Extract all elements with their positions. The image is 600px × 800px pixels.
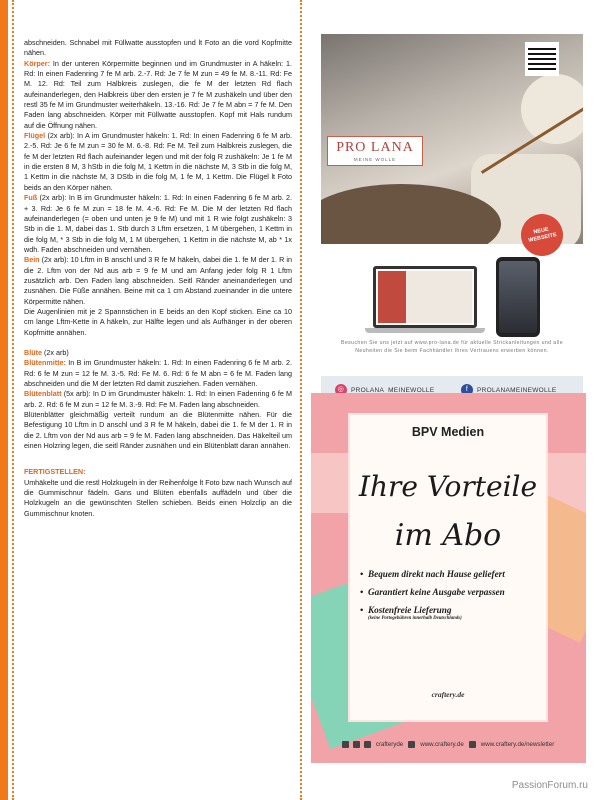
heading-fluegel: Flügel xyxy=(24,131,46,141)
paragraph-bluetenblatt xyxy=(24,389,292,410)
heading-bluete: Blüte xyxy=(24,347,42,357)
laptop-icon xyxy=(373,266,477,328)
instagram-icon xyxy=(353,741,360,748)
paragraph-fuss xyxy=(24,193,292,255)
qr-code-icon[interactable] xyxy=(525,42,559,76)
abo-title-line1: Ihre Vorteile xyxy=(358,470,538,503)
heading-bluetenblatt: Blütenblatt xyxy=(24,389,62,399)
heading-koerper: Körper: xyxy=(24,58,50,68)
facebook-icon: f xyxy=(461,384,473,396)
mail-icon xyxy=(469,741,476,748)
heading-bein: Bein xyxy=(24,255,40,265)
heading-fuss: Fuß xyxy=(24,193,38,203)
instructions-column xyxy=(24,38,292,519)
benefit-item: • Garantiert keine Ausgabe verpassen xyxy=(360,587,505,597)
paragraph-koerper xyxy=(24,59,292,131)
body-bein: (2x arb): 10 Lftm in B anschl und 3 R fe M häkeln, dabei die 1. fe M der 1. R in die 2. Lftm von der Nd aus arb = 9 fe M und am Anfang jeder folg R 1 Lftm zusätzlich arb. Den Faden lang abschneiden. Seitl Ränder aneinanderlegen und zusnähen. Die Füße annähen. Beine mit ca 1 cm Abstand zueinander in die untere Körpermitte nähen. xyxy=(24,255,292,306)
benefit-list xyxy=(360,569,540,629)
body-bluetenblatt: (5x arb): In D im Grundmuster häkeln: 1. Rd: In einen Fadenring 6 fe M arb. 2. Rd: 6 fe M zun = 12 fe M. 3.-9. Rd: Fe M. Faden lang abschneiden. xyxy=(24,389,292,409)
facebook-handle: PROLANAMEINEWOLLE xyxy=(477,386,557,394)
footer-newsletter[interactable]: www.craftery.de/newsletter xyxy=(480,740,555,748)
paragraph-bluetenmitte xyxy=(24,358,292,389)
heading-bluetenmitte: Blütenmitte: xyxy=(24,358,66,368)
body-bluete: (2x arb) xyxy=(41,347,69,357)
craftery-site[interactable]: craftery.de xyxy=(431,690,465,699)
benefit-item: • Kostenfreie Lieferung (keine Portogebühren innerhalb Deutschlands) xyxy=(360,605,540,622)
paragraph-fertigstellen: Umhäkelte und die restl Holzkugeln in der Reihenfolge lt Foto bzw nach Wunsch auf die Gummischnur fädeln. Gans und Blüten ebenfalls auffädeln und über die Holzkugeln an die gewünschten Stellen schieben. Beids einen Holzclip an die Gummischnur knoten. xyxy=(24,477,292,518)
facebook-icon xyxy=(342,741,349,748)
paragraph-bluete xyxy=(24,348,292,358)
bpv-abo-ad[interactable] xyxy=(311,393,586,763)
instagram-icon: ◎ xyxy=(335,384,347,396)
footer-handle[interactable]: crafteryde xyxy=(375,740,404,748)
bpv-logo: BPV Medien xyxy=(411,425,485,439)
abo-footer xyxy=(311,730,586,758)
body-fluegel: (2x arb): In A im Grundmuster häkeln: 1. Rd: In einen Fadenring 6 fe M arb. 2.-5. Rd: Je 6 fe M zun = 30 fe M. 6.-8. Rd: Fe M. Teil zum Halbkreis zuslegen, die fe M der letzten Rd flach aufeinander legen und mit der folg R zushäkeln: Je 1 fe M in die ersten 8 M, 3 hStb in die folg M, 1 Kettm in die nächste M, 3 Stb in die folg M, 1 Kettm in die nächste M, 3 DStb in die folg M, 1 fe M, 1 Kettm. Die Flügel lt Foto beids an den Körper nähen. xyxy=(24,131,292,192)
prolana-visit-text: Besuchen Sie uns jetzt auf www.pro-lana.de für aktuelle Strickanleitungen und alle Neuheiten die Sie beim Fachhändler Ihres Vertrauens erwerben können. xyxy=(341,340,563,354)
abo-title-line2: im Abo xyxy=(394,518,502,553)
page-edge-bar xyxy=(0,0,8,800)
body-koerper: In der unteren Körpermitte beginnen und im Grundmuster in A häkeln: 1. Rd: In einen Fadenring 7 fe M arb. 2.-7. Rd: Je 7 fe M zun = 49 fe M. 8.-11. Rd: Fe M. 12. Rd: Teil zum Halbkreis zuslegen, die fe M der letzten Rd flach aufeinanderlegen, den Halbkreis über den ersten je 7 fe M zushäkeln und über den restl 35 fe M im Grundmuster weiterhäkeln. 13.-16. Rd: Je 7 fe M abn = 7 fe M. Den Faden lang abschneiden. Körper mit Füllwatte ausstopfen. Kopf mit Hals rundum auf die Öffnung nähen. xyxy=(24,58,292,130)
prolana-logo-subtext: MEINE WOLLE xyxy=(353,157,397,162)
paragraph-intro: abschneiden. Schnabel mit Füllwatte ausstopfen und lt Foto an die vord Kopfmitte nähen. xyxy=(24,38,292,58)
prolana-ad[interactable] xyxy=(321,34,583,394)
paragraph-bluetenblaetter: Blütenblätter gleichmäßig verteilt rundum an die Blütenmitte nähen. Für die Befestigung 10 Lftm in D anschl und 3 R fe M häkeln, dabei die 1. fe M der 1. R in die 2. Lftm von der Nd aus arb = 9 fe M. Faden lang abschneiden. Das Häkelteil um einen Holzring legen, die seitl Ränder zusnähen und ein Blütenblatt daran annähen. xyxy=(24,410,292,451)
body-fuss: (2x arb): In B im Grundmuster häkeln: 1. Rd: In einen Fadenring 6 fe M arb. 2. + 3. Rd: Je 6 fe M zun = 18 fe M. 4.-6. Rd: Fe M. Die M der letzten Rd flach aufeinanderlegen (= oben und unten je 9 fe M) und mit 1 R wie folgt zushäkeln: 3 Stb in die 1. M, dabei das 1. Stb durch 3 Lftm ersetzen, 1 M übergehen, 1 Kettm in die folg M, * 3 Stb in die folg M, 1 M übergehen, 1 Kettm in die nächste M, ab * 1x wdh. Faden abschneiden und vernähen. xyxy=(24,193,292,254)
paragraph-augen: Die Augenlinien mit je 2 Spannstichen in E beids an den Kopf sticken. Eine ca 10 cm lange Lftm-Kette in A häkeln, zur Hälfte legen und als Aufhänger in der oberen Kopfmitte annähen. xyxy=(24,306,292,337)
benefit-footnote: (keine Portogebühren innerhalb Deutschlands) xyxy=(368,616,462,621)
phone-icon xyxy=(496,257,540,337)
abo-card xyxy=(350,415,546,720)
footer-url[interactable]: www.craftery.de xyxy=(420,740,464,748)
paragraph-bein xyxy=(24,255,292,307)
instagram-handle: PROLANA_MEINEWOLLE xyxy=(351,386,435,394)
pinterest-icon xyxy=(364,741,371,748)
heading-fertigstellen: FERTIGSTELLEN: xyxy=(24,467,86,477)
prolana-logo-text: PRO LANA xyxy=(336,140,414,155)
globe-icon xyxy=(408,741,415,748)
watermark: PassionForum.ru xyxy=(511,780,588,791)
new-website-badge: NEUE WEBSEITE xyxy=(517,210,567,260)
paragraph-fluegel xyxy=(24,131,292,193)
prolana-logo xyxy=(327,136,423,166)
benefit-item: • Bequem direkt nach Hause geliefert xyxy=(360,569,505,579)
body-bluetenmitte: In B im Grundmuster häkeln: 1. Rd: In einen Fadenring 6 fe M arb. 2. Rd: 6 fe M zun = 12 fe M. 3.-5. Rd: Fe M. 6. Rd: 6 fe M abn = 6 fe M. Faden lang abschneiden und die M der letzten Rd damit zusziehen. Faden vernähen. xyxy=(24,358,292,388)
